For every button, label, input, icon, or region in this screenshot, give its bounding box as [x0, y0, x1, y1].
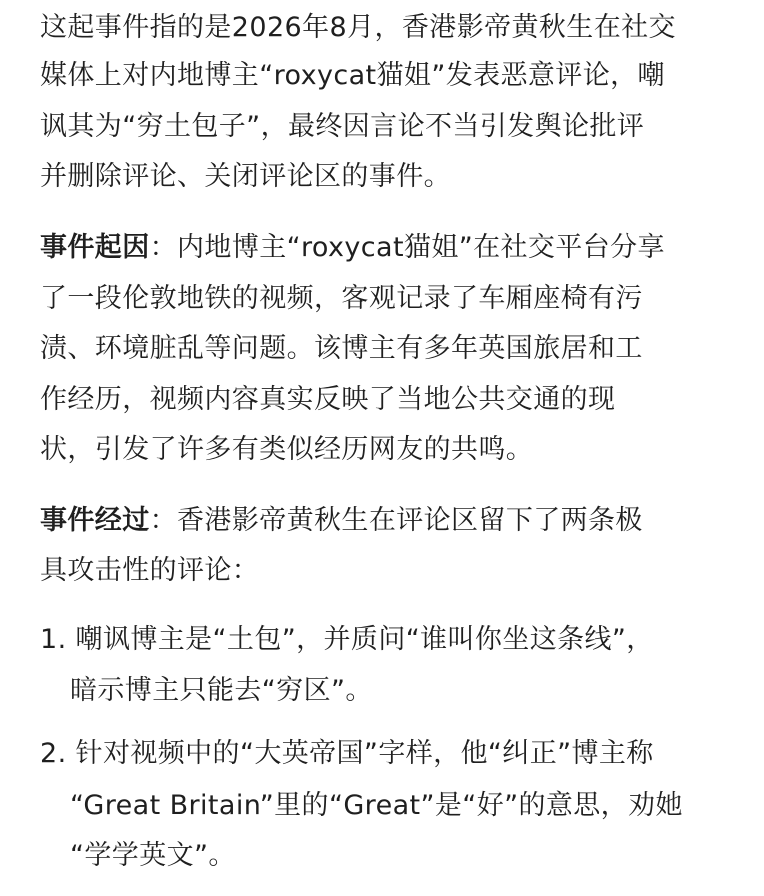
- intro-line-4: 并删除评论、关闭评论区的事件。: [40, 161, 451, 192]
- intro-line-1: 这起事件指的是2026年8月，香港影帝黄秋生在社交: [40, 12, 676, 43]
- list-marker: 2.: [40, 738, 67, 769]
- list-item-1-line-2: 暗示博主只能去“穷区”。: [70, 675, 373, 706]
- cause-line-4: 作经历，视频内容真实反映了当地公共交通的现: [40, 384, 616, 415]
- list-item-2-text-1: 针对视频中的“大英帝国”字样，他“纠正”博主称: [75, 738, 654, 769]
- list-marker: 1.: [40, 624, 67, 655]
- list-item-2-line-1: [40, 730, 654, 778]
- cause-line-1: [40, 224, 665, 272]
- process-separator: ：: [149, 505, 178, 536]
- process-line-1: [40, 497, 643, 545]
- list-item-2-line-3: “学学英文”。: [70, 840, 236, 871]
- process-heading: 事件经过: [40, 505, 150, 536]
- cause-heading: 事件起因: [40, 232, 150, 263]
- cause-text-1: 内地博主“roxycat猫姐”在社交平台分享: [177, 232, 665, 263]
- intro-line-3: 讽其为“穷土包子”，最终因言论不当引发舆论批评: [40, 111, 645, 142]
- intro-line-2: 媒体上对内地博主“roxycat猫姐”发表恶意评论，嘲: [40, 60, 665, 91]
- cause-line-2: 了一段伦敦地铁的视频，客观记录了车厢座椅有污: [40, 283, 643, 314]
- cause-line-5: 状，引发了许多有类似经历网友的共鸣。: [40, 434, 534, 465]
- process-line-2: 具攻击性的评论：: [40, 555, 260, 586]
- process-text-1: 香港影帝黄秋生在评论区留下了两条极: [177, 505, 643, 536]
- cause-separator: ：: [149, 232, 178, 263]
- list-item-2-line-2: “Great Britain”里的“Great”是“好”的意思，劝她: [70, 790, 683, 821]
- list-item-1-line-1: [40, 616, 654, 664]
- list-item-1-text-1: 嘲讽博主是“土包”，并质问“谁叫你坐这条线”，: [75, 624, 654, 655]
- cause-line-3: 渍、环境脏乱等问题。该博主有多年英国旅居和工: [40, 333, 643, 364]
